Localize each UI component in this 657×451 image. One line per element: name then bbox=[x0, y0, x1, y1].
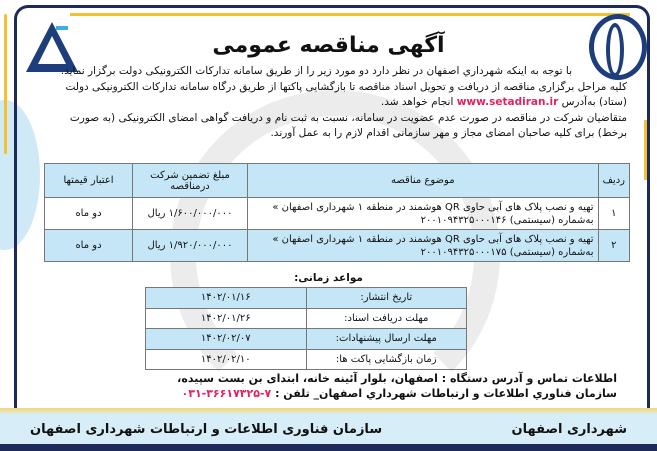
header-amount: مبلغ تضمین شرکت درمناقصه bbox=[133, 164, 248, 198]
setadiran-link[interactable]: www.setadiran.ir bbox=[456, 96, 559, 108]
schedule-value: ۱۴۰۲/۰۱/۱۶ bbox=[146, 288, 307, 309]
footer-municipality: شهرداری اصفهان bbox=[511, 421, 627, 437]
schedule-value: ۱۴۰۲/۰۱/۲۶ bbox=[146, 308, 307, 329]
row-no: ۱ bbox=[598, 198, 629, 230]
row-validity: دو ماه bbox=[45, 230, 133, 262]
schedule-value: ۱۴۰۲/۰۲/۱۰ bbox=[146, 349, 307, 370]
schedule-value: ۱۴۰۲/۰۲/۰۷ bbox=[146, 329, 307, 350]
intro-paragraph-1: با توجه به اینکه شهرداري اصفهان در نظر دارد دو مورد زیر را از طریق سامانه تدارکات الکترونیکی دولت برگزار نماید. bbox=[60, 65, 572, 77]
contact-org: سازمان فناوري اطلاعات و ارتباطات شهرداري اصفهان_ تلفن : bbox=[275, 387, 617, 400]
contact-phone: ۰۳۱-۳۶۶۱۷۳۲۵-۷ bbox=[181, 387, 272, 400]
intro-p2-end: انجام خواهد شد. bbox=[380, 96, 454, 108]
schedule-label: مهلت ارسال پیشنهادات: bbox=[306, 329, 467, 350]
schedule-label: تاریخ انتشار: bbox=[306, 288, 467, 309]
footer-bar bbox=[0, 444, 657, 451]
intro-paragraph-3: متقاضیان شرکت در مناقصه در صورت عدم عضویت در سامانه، نسبت به ثبت نام و دریافت گواهی امضای الکترونیکی (به صورت برخط) برای کلیه صاحبان امضای مجاز و مهر سازمانی اقدام لازم را به عمل آورند. bbox=[69, 111, 627, 139]
header-validity: اعتبار قیمتها bbox=[45, 164, 133, 198]
row-no: ۲ bbox=[598, 230, 629, 262]
gold-rule bbox=[70, 13, 630, 16]
contact-phone-line bbox=[40, 386, 617, 401]
gold-side-rule-right bbox=[644, 120, 647, 180]
schedule-row bbox=[146, 329, 467, 350]
schedule-row bbox=[146, 308, 467, 329]
schedule-row bbox=[146, 288, 467, 309]
contact-info bbox=[40, 371, 617, 401]
schedule-label: زمان بازگشایی پاکت ها: bbox=[306, 349, 467, 370]
row-amount: ۱/۶۰۰/۰۰۰/۰۰۰ ریال bbox=[133, 198, 248, 230]
contact-address: اطلاعات تماس و آدرس دستگاه : اصفهان، بلوار آئینه خانه، ابتدای بن بست سپیده، bbox=[177, 372, 617, 385]
table-header-row bbox=[45, 164, 630, 198]
table-row bbox=[45, 230, 630, 262]
footer-ict-org: سازمان فناوری اطلاعات و ارتباطات شهرداری اصفهان bbox=[30, 421, 383, 437]
row-subject: تهیه و نصب پلاک های آبی حاوی QR هوشمند در منطقه ۱ شهرداری اصفهان » به‌شماره (سیستمی) ۲۰۰۱۰۹۴۳۲۵۰۰۰۱۴۶ bbox=[248, 198, 599, 230]
row-subject: تهیه و نصب پلاک های آبی حاوی QR هوشمند در منطقه ۱ شهرداری اصفهان » به‌شماره (سیستمی) ۲۰۰۱۰۹۴۳۲۵۰۰۰۱۷۵ bbox=[248, 230, 599, 262]
footer-banner bbox=[0, 408, 657, 444]
header-subject: موضوع مناقصه bbox=[248, 164, 599, 198]
row-amount: ۱/۹۲۰/۰۰۰/۰۰۰ ریال bbox=[133, 230, 248, 262]
table-row bbox=[45, 198, 630, 230]
intro-paragraph-2 bbox=[40, 80, 627, 111]
header-row-no: ردیف bbox=[598, 164, 629, 198]
schedule-row bbox=[146, 349, 467, 370]
intro-p2-text: کلیه مراحل برگزاری مناقصه از دریافت و تحویل اسناد مناقصه تا بازگشایی پاکتها از طریق درگاه سامانه تدارکات الکترونیکی دولت (ستاد) به‌آدرس bbox=[65, 80, 627, 108]
schedule-table bbox=[145, 287, 467, 370]
row-validity: دو ماه bbox=[45, 198, 133, 230]
intro-text bbox=[40, 64, 627, 142]
tender-table bbox=[44, 163, 630, 262]
page-title: آگهی مناقصه عمومی bbox=[212, 33, 445, 58]
schedule-title: مواعد زمانی: bbox=[294, 272, 363, 284]
schedule-label: مهلت دریافت اسناد: bbox=[306, 308, 467, 329]
